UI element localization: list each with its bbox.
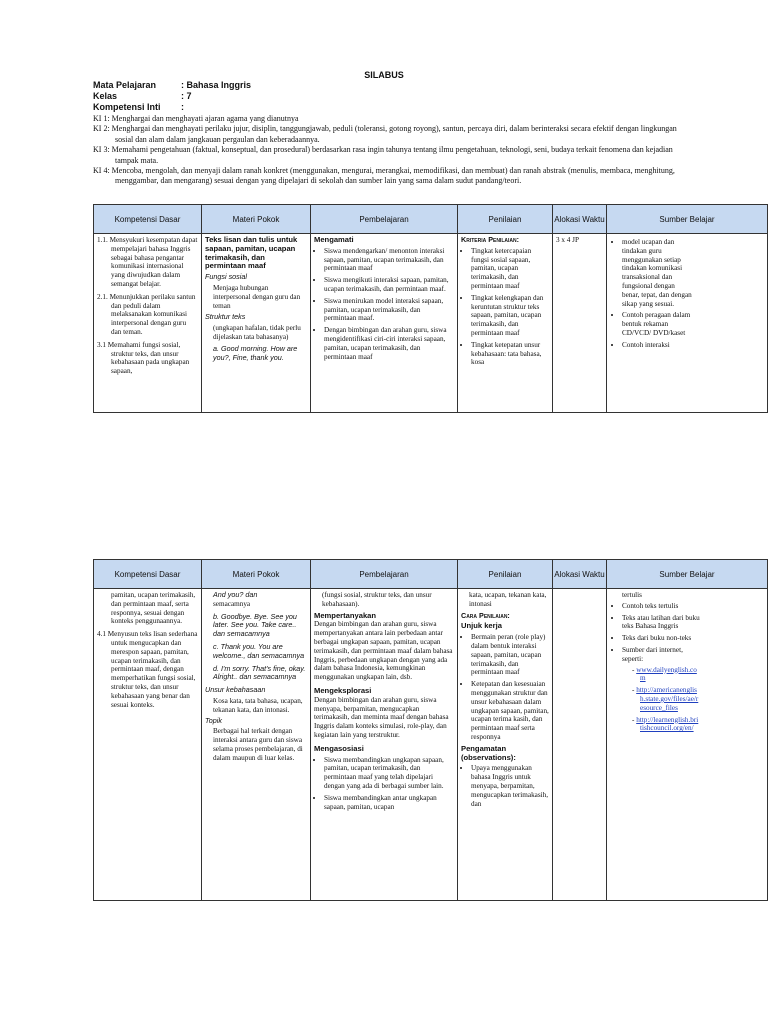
sumber-continuation: tertulis [622, 591, 642, 599]
ki-item: KI 3: Memahami pengetahuan (faktual, konseptual, dan prosedural) berdasarkan rasa ingin tahunya tentang ilmu pengetahuan, teknologi, seni, budaya terkait fenomena dan kejadian tampak mata. [93, 145, 673, 165]
link-britishcouncil[interactable]: http://learnenglish.britishcouncil.org/en/ [636, 715, 699, 733]
meta-value: : [181, 102, 184, 112]
mengamati-heading: Mengamati [314, 235, 354, 244]
fungsi-text: Menjaga hubungan interpersonal dengan guru dan teman [213, 283, 301, 310]
list-item: • Siswa mengikuti interaksi sapaan, pamitan, ucapan terimakasih, dan permintaan maaf. [324, 276, 454, 294]
kd-item: 4.1 Menyusun teks lisan sederhana untuk mengucapkan dan merespon sapaan, pamitan, ucapan terimakasih, dan permintaan maaf, dengan memperhatikan fungsi sosial, struktur teks, dan unsur kebahasaan yang benar dan sesuai konteks. [97, 630, 198, 709]
links-list [622, 666, 700, 734]
list-item: • model ucapan dan tindakan guru menggunakan setiap tindakan komunikasi transaksional dan fungsional dengan benar, tepat, dan dengan sikap yang sesuai. [622, 238, 692, 308]
sumber-cell [607, 589, 768, 901]
col-header: Materi Pokok [202, 205, 311, 234]
meta-label: Kompetensi Inti [93, 102, 161, 112]
pengamatan-list [461, 764, 549, 808]
pembelajaran-list [314, 247, 454, 362]
topik-label: Topik [205, 715, 222, 725]
list-item: • Siswa mendengarkan/ menonton interaksi sapaan, pamitan, ucapan terimakasih, dan permintaan maaf [324, 247, 454, 273]
kd-item: 1.1. Mensyukuri kesempatan dapat mempelajari bahasa Inggris sebagai bahasa pengantar komunikasi internasional yang diwujudkan dalam semangat belajar. [97, 236, 198, 288]
sumber-list [610, 238, 692, 350]
list-item: • Dengan bimbingan dan arahan guru, siswa mengidentifikasi ciri-ciri interaksi sapaan, pamitan, ucapan terimakasih, dan permintaan maaf [324, 326, 454, 361]
struktur-text: (ungkapan hafalan, tidak perlu dijelaskan tata bahasanya) [213, 324, 301, 341]
col-header: Alokasi Waktu [553, 205, 607, 234]
list-item: • Upaya menggunakan bahasa Inggris untuk menyapa, berpamitan, mengucapkan terimakasih, dan [471, 764, 549, 808]
kd-continuation: pamitan, ucapan terimakasih, dan permintaan maaf, serta responnya, sesuai dengan konteks penggunaannya. [111, 591, 196, 626]
example-d: d. I'm sorry. That's fine, okay. Alright.. dan semacamnya [213, 663, 306, 682]
col-header: Materi Pokok [202, 560, 311, 589]
ki-item: KI 1: Menghargai dan menghayati ajaran agama yang dianutnya [93, 114, 299, 123]
penilaian-cell [458, 589, 553, 901]
col-header: Penilaian [458, 560, 553, 589]
example-a: a. Good morning. How are you?, Fine, thank you. [213, 343, 298, 362]
asosiasi-list [314, 756, 454, 812]
pembelajaran-cell [311, 234, 458, 413]
col-header: Kompetensi Dasar [94, 560, 202, 589]
materi-title: Teks lisan dan tulis untuk sapaan, pamitan, ucapan terimakasih, dan permintaan maaf [205, 235, 298, 271]
unsur-label: Unsur kebahasaan [205, 685, 266, 695]
example-a-text: And you? dan [213, 590, 258, 599]
cara-heading: Cara Penilaian: [461, 610, 510, 620]
list-item [622, 646, 700, 733]
unsur-text: Kosa kata, tata bahasa, ucapan, tekanan kata, dan intonasi. [213, 696, 303, 714]
col-header: Sumber Belajar [607, 560, 768, 589]
col-header: Kompetensi Dasar [94, 205, 202, 234]
list-item: • Ketepatan dan kesesuaian menggunakan struktur dan unsur kebahasaan dalam ungkapan sapaan, pamitan, ucapan terima kasih, dan permintaan maaf serta responnya [471, 680, 549, 742]
kd-cell [94, 589, 202, 901]
pembelajaran-cell [311, 589, 458, 901]
kd-item: 2.1. Menunjukkan perilaku santun dan peduli dalam melaksanakan komunikasi interpersonal dengan guru dan teman. [97, 292, 196, 336]
eksplorasi-heading: Mengeksplorasi [314, 685, 372, 695]
penilaian-continuation: kata, ucapan, tekanan kata, intonasi [469, 591, 547, 608]
example-c: c. Thank you. You are welcome., dan semacamnya [213, 641, 305, 660]
col-header: Penilaian [458, 205, 553, 234]
syllabus-meta [93, 80, 251, 113]
meta-label: Mata Pelajaran [93, 80, 157, 90]
meta-value: : Bahasa Inggris [181, 80, 252, 90]
list-item: • Siswa membandingkan antar ungkapan sapaan, pamitan, ucapan [324, 794, 454, 812]
col-header: Alokasi Waktu [553, 560, 607, 589]
kompetensi-inti-list [93, 114, 693, 187]
col-header: Pembelajaran [311, 560, 458, 589]
list-item: • Siswa menirukan model interaksi sapaan, pamitan, ucapan terimakasih, dan permintaan maaf. [324, 297, 454, 323]
link-item: - www.dailyenglish.com [632, 665, 697, 683]
page-title: SILABUS [364, 70, 404, 80]
menanya-text: Dengan bimbingan dan arahan guru, siswa mempertanyakan antara lain perbedaan antar berbagai ungkapan sapaan, pamitan, ucapan terimakasih, dan permintaan maaf dalam bahasa Inggris, perbedaan ungkapan dengan yang ada dalam bahasa Indonesia, kemungkinan menggunakan ungkapan lain, dsb. [314, 620, 453, 682]
topik-text: Berbagai hal terkait dengan interaksi antara guru dan siswa selama proses pembelajaran, di dalam maupun di luar kelas. [213, 727, 303, 762]
syllabus-table-1 [93, 204, 768, 413]
list-item: • Teks dari buku non-teks [622, 634, 700, 643]
col-header: Sumber Belajar [607, 205, 768, 234]
pengamatan-heading: Pengamatan (observations): [461, 743, 516, 762]
kd-item: 3.1 Memahami fungsi sosial, struktur teks, dan unsur kebahasaan pada ungkapan sapaan, [97, 340, 190, 376]
sumber-list [610, 602, 700, 733]
list-item: • Contoh interaksi [622, 341, 692, 350]
link-dailyenglish[interactable]: www.dailyenglish.com [636, 665, 697, 683]
pembelajaran-continuation: (fungsi sosial, struktur teks, dan unsur kebahasaan). [322, 591, 432, 608]
ki-item: KI 2: Menghargai dan menghayati perilaku jujur, disiplin, tanggungjawab, peduli (toleransi, gotong royong), santun, percaya diri, dalam berinteraksi secara efektif dengan lingkungan sosial dan alam dalam jangkauan pergaulan dan keberadaannya. [93, 124, 677, 144]
eksplorasi-text: Dengan bimbingan dan arahan guru, siswa menyapa, berpamitan, mengucapkan terimakasih, dan meminta maaf dengan bahasa Inggris dalam konteks simulasi, role-play, dan kegiatan lain yang terstruktur. [314, 695, 449, 739]
materi-cell [202, 589, 311, 901]
list-item: • Contoh peragaan dalam bentuk rekaman CD/VCD/ DVD/kaset [622, 311, 692, 337]
link-americanenglish[interactable]: http://americanenglish.state.gov/files/ae/resource_files [636, 686, 699, 712]
list-item: • Tingkat kelengkapan dan keruntutan struktur teks sapaan, pamitan, ucapan terimakasih, dan permintaan maaf [471, 294, 549, 338]
struktur-label: Struktur teks [205, 312, 246, 322]
list-item: • Tingkat ketepatan unsur kebahasaan: tata bahasa, kosa [471, 341, 549, 367]
list-item: • Teks atau latihan dari buku teks Bahasa Inggris [622, 614, 700, 632]
penilaian-list [461, 247, 549, 367]
unjuk-heading: Unjuk kerja [461, 621, 502, 631]
link-item: - http://americanenglish.state.gov/files/ae/resource_files [632, 686, 699, 712]
list-item: • Contoh teks tertulis [622, 602, 700, 611]
penilaian-cell [458, 234, 553, 413]
col-header: Pembelajaran [311, 205, 458, 234]
meta-label: Kelas [93, 91, 118, 101]
kriteria-heading: Kriteria Penilaian: [461, 235, 519, 244]
materi-cell [202, 234, 311, 413]
sumber-internet-label: Sumber dari internet, seperti: [622, 645, 683, 663]
meta-value: : 7 [181, 91, 192, 101]
syllabus-table-2 [93, 559, 768, 901]
asosiasi-heading: Mengasosiasi [314, 743, 364, 753]
alokasi-cell: 3 x 4 JP [553, 234, 607, 413]
list-item: • Siswa membandingkan ungkapan sapaan, pamitan, ucapan terimakasih, dan permintaan maaf yang telah dipelajari dengan yang ada di berbagai sumber lain. [324, 756, 454, 791]
sumber-cell [607, 234, 768, 413]
example-b: b. Goodbye. Bye. See you later. See you. Take care.. dan semacamnya [213, 611, 297, 639]
unjuk-list [461, 633, 549, 742]
example-a-suffix: semacamnya [213, 599, 251, 608]
ki-item: KI 4: Mencoba, mengolah, dan menyaji dalam ranah konkret (menggunakan, mengurai, merangkai, memodifikasi, dan membuat) dan ranah abstrak (menulis, membaca, menghitung, menggambar, dan mengarang) sesuai dengan yang dipelajari di sekolah dan sumber lain yang sama dalam sudut pandang/teori. [93, 166, 675, 186]
link-item: - http://learnenglish.britishcouncil.org/en/ [632, 715, 699, 733]
list-item: • Bermain peran (role play) dalam bentuk interaksi sapaan, pamitan, ucapan terimakasih, dan permintaan maaf [471, 633, 549, 677]
example-a-cont [205, 591, 307, 609]
kd-cell [94, 234, 202, 413]
list-item: • Tingkat ketercapaian fungsi sosial sapaan, pamitan, ucapan terimakasih, dan permintaan maaf [471, 247, 549, 291]
menanya-heading: Mempertanyakan [314, 610, 377, 620]
fungsi-label: Fungsi sosial [205, 272, 247, 282]
alokasi-cell [553, 589, 607, 901]
